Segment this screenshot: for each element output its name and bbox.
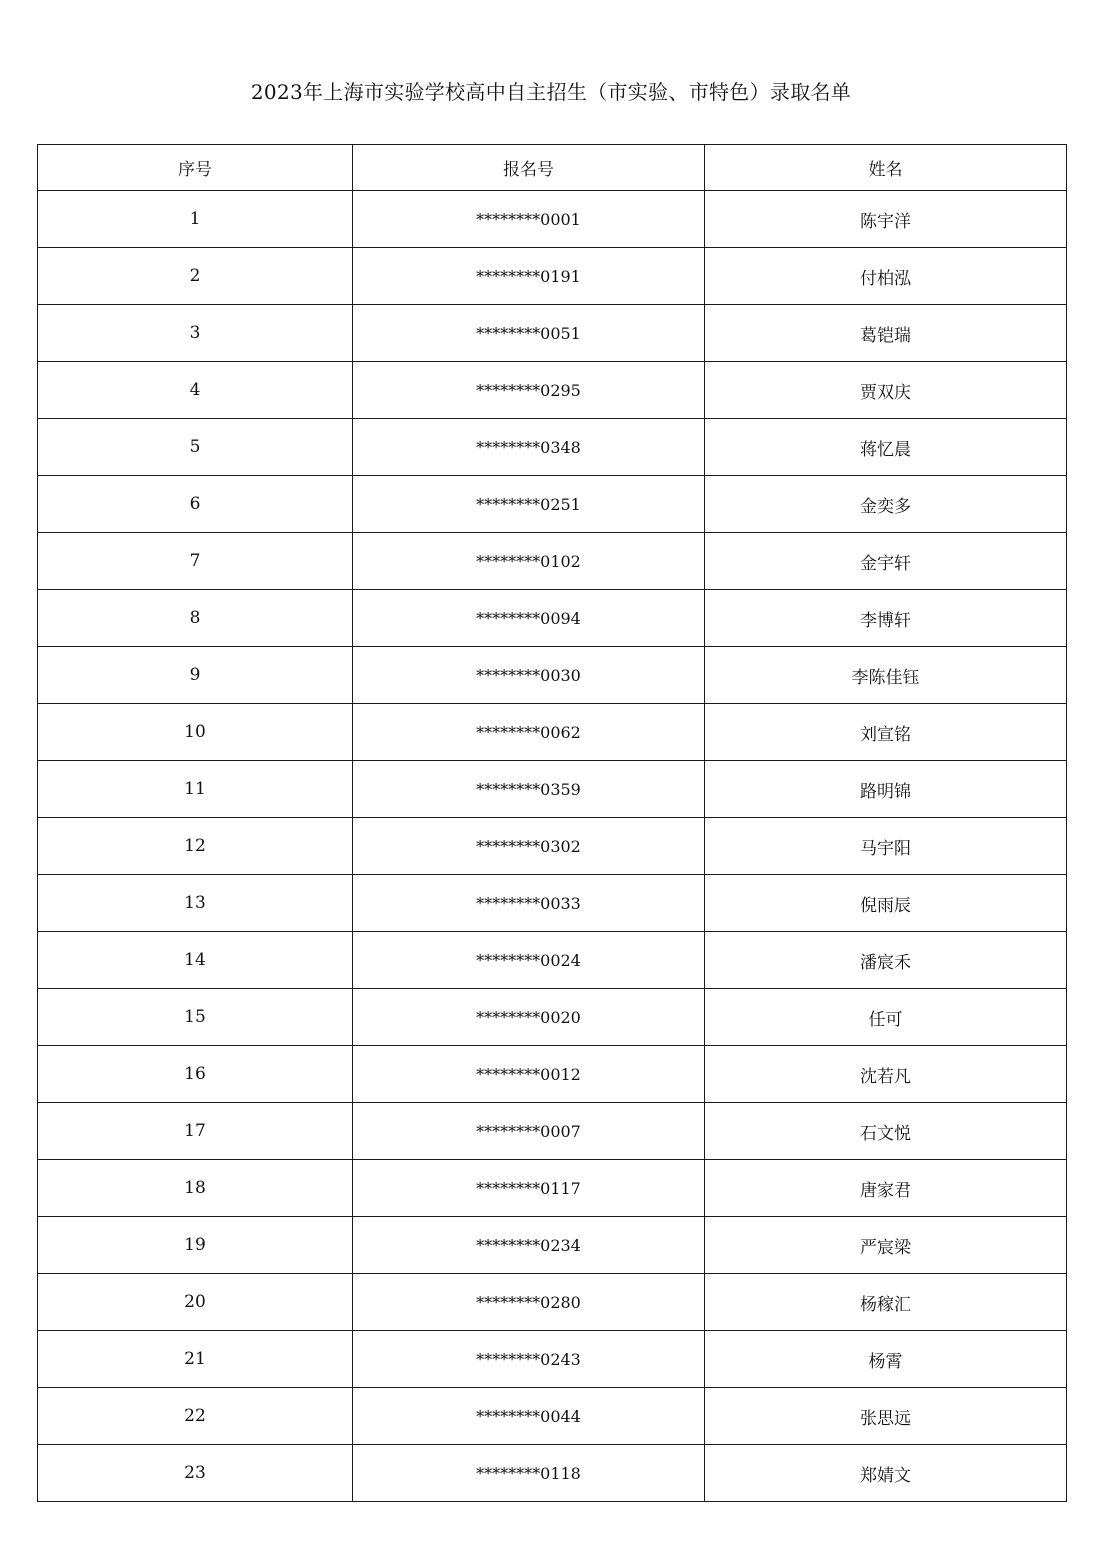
name-cell: 杨霄 [705,1331,1067,1388]
registration-number-cell: ********0295 [353,362,705,419]
registration-number-cell: ********0007 [353,1103,705,1160]
seq-cell: 7 [38,533,353,590]
seq-cell: 14 [38,932,353,989]
registration-number-cell: ********0051 [353,305,705,362]
table-row [38,1103,1067,1160]
registration-number-cell: ********0001 [353,191,705,248]
name-cell: 倪雨辰 [705,875,1067,932]
table-row [38,419,1067,476]
name-cell: 金宇轩 [705,533,1067,590]
seq-cell: 6 [38,476,353,533]
name-cell: 李陈佳钰 [705,647,1067,704]
registration-number-cell: ********0251 [353,476,705,533]
seq-cell: 16 [38,1046,353,1103]
seq-cell: 21 [38,1331,353,1388]
registration-number-cell: ********0012 [353,1046,705,1103]
seq-cell: 4 [38,362,353,419]
name-cell: 蒋忆晨 [705,419,1067,476]
seq-cell: 22 [38,1388,353,1445]
registration-number-cell: ********0033 [353,875,705,932]
seq-cell: 3 [38,305,353,362]
name-cell: 严宸梁 [705,1217,1067,1274]
registration-number-cell: ********0102 [353,533,705,590]
registration-number-cell: ********0117 [353,1160,705,1217]
table-row [38,305,1067,362]
name-cell: 沈若凡 [705,1046,1067,1103]
table-row [38,989,1067,1046]
table-row [38,191,1067,248]
registration-number-cell: ********0020 [353,989,705,1046]
name-cell: 郑婧文 [705,1445,1067,1502]
table-row [38,875,1067,932]
seq-cell: 5 [38,419,353,476]
registration-number-cell: ********0118 [353,1445,705,1502]
name-cell: 潘宸禾 [705,932,1067,989]
name-cell: 马宇阳 [705,818,1067,875]
table-row [38,1274,1067,1331]
seq-cell: 17 [38,1103,353,1160]
table-row [38,704,1067,761]
header-registration-number: 报名号 [353,145,705,191]
table-row [38,590,1067,647]
name-cell: 唐家君 [705,1160,1067,1217]
name-cell: 贾双庆 [705,362,1067,419]
header-name: 姓名 [705,145,1067,191]
registration-number-cell: ********0030 [353,647,705,704]
seq-cell: 12 [38,818,353,875]
registration-number-cell: ********0044 [353,1388,705,1445]
table-row [38,1046,1067,1103]
document-title: 2023年上海市实验学校高中自主招生（市实验、市特色）录取名单 [250,80,852,104]
name-cell: 张思远 [705,1388,1067,1445]
registration-number-cell: ********0280 [353,1274,705,1331]
seq-cell: 23 [38,1445,353,1502]
registration-number-cell: ********0191 [353,248,705,305]
name-cell: 路明锦 [705,761,1067,818]
table-row [38,818,1067,875]
registration-number-cell: ********0243 [353,1331,705,1388]
seq-cell: 13 [38,875,353,932]
name-cell: 刘宣铭 [705,704,1067,761]
table-row [38,248,1067,305]
table-row [38,1217,1067,1274]
seq-cell: 9 [38,647,353,704]
table-row [38,533,1067,590]
table-row [38,476,1067,533]
seq-cell: 2 [38,248,353,305]
seq-cell: 15 [38,989,353,1046]
seq-cell: 1 [38,191,353,248]
name-cell: 陈宇洋 [705,191,1067,248]
name-cell: 葛铠瑞 [705,305,1067,362]
table-row [38,932,1067,989]
name-cell: 付柏泓 [705,248,1067,305]
name-cell: 杨稼汇 [705,1274,1067,1331]
registration-number-cell: ********0302 [353,818,705,875]
table-row [38,1160,1067,1217]
name-cell: 李博轩 [705,590,1067,647]
seq-cell: 18 [38,1160,353,1217]
name-cell: 石文悦 [705,1103,1067,1160]
table-row [38,1445,1067,1502]
table-row [38,1388,1067,1445]
registration-number-cell: ********0062 [353,704,705,761]
seq-cell: 20 [38,1274,353,1331]
seq-cell: 8 [38,590,353,647]
registration-number-cell: ********0094 [353,590,705,647]
registration-number-cell: ********0359 [353,761,705,818]
table-header-row [38,145,1067,191]
header-seq: 序号 [38,145,353,191]
registration-number-cell: ********0234 [353,1217,705,1274]
registration-number-cell: ********0348 [353,419,705,476]
table-row [38,1331,1067,1388]
table-row [38,761,1067,818]
table-row [38,647,1067,704]
seq-cell: 19 [38,1217,353,1274]
name-cell: 任可 [705,989,1067,1046]
table-row [38,362,1067,419]
seq-cell: 11 [38,761,353,818]
table-body [38,191,1067,1502]
seq-cell: 10 [38,704,353,761]
admission-table [37,144,1067,1502]
registration-number-cell: ********0024 [353,932,705,989]
name-cell: 金奕多 [705,476,1067,533]
